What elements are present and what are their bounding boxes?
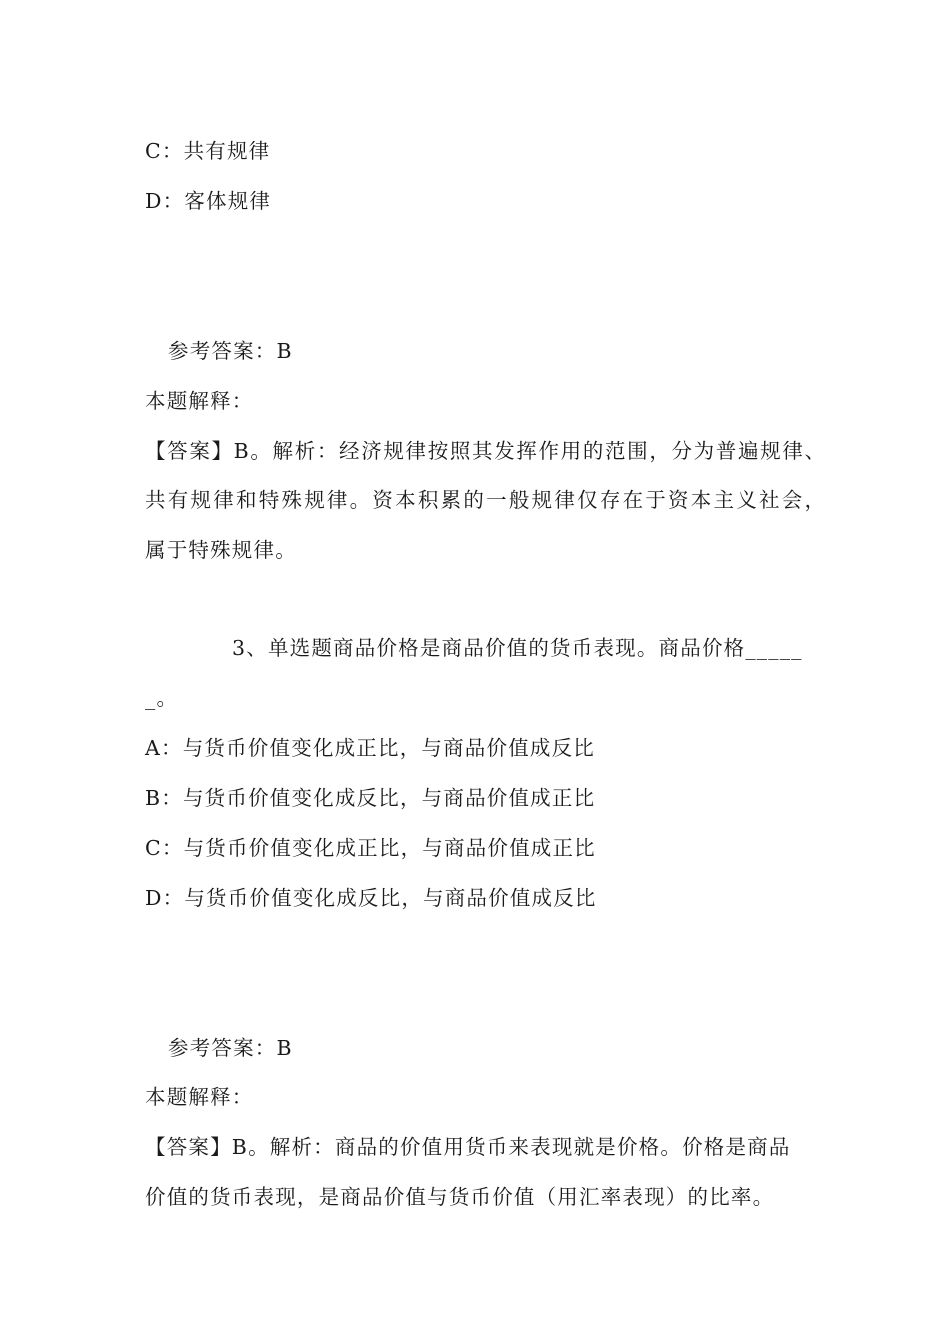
q2-explanation-line-1: 【答案】B。解析：经济规律按照其发挥作用的范围，分为普遍规律、 <box>145 439 825 463</box>
q3-stem-line-2: _。 <box>145 686 179 710</box>
q2-explanation-line-3: 属于特殊规律。 <box>145 538 297 562</box>
q3-answer: 参考答案：B <box>168 1036 293 1060</box>
q3-explanation-line-2: 价值的货币表现，是商品价值与货币价值（用汇率表现）的比率。 <box>145 1185 775 1209</box>
q2-option-c: C：共有规律 <box>145 139 271 163</box>
q3-explanation-line-1: 【答案】B。解析：商品的价值用货币来表现就是价格。价格是商品 <box>145 1135 791 1159</box>
q3-option-c: C：与货币价值变化成正比，与商品价值成正比 <box>145 836 596 860</box>
q3-option-b: B：与货币价值变化成反比，与商品价值成正比 <box>145 786 596 810</box>
q2-option-d: D：客体规律 <box>145 189 272 213</box>
q2-answer: 参考答案：B <box>168 339 293 363</box>
q3-stem-line-1: 3、单选题商品价格是商品价值的货币表现。商品价格_____ <box>232 636 803 660</box>
q3-explanation-label: 本题解释： <box>145 1085 254 1109</box>
q2-explanation-line-2: 共有规律和特殊规律。资本积累的一般规律仅存在于资本主义社会， <box>145 488 825 512</box>
q2-explanation-label: 本题解释： <box>145 389 254 413</box>
q3-option-a: A：与货币价值变化成正比，与商品价值成反比 <box>145 736 596 760</box>
q3-option-d: D：与货币价值变化成反比，与商品价值成反比 <box>145 886 597 910</box>
